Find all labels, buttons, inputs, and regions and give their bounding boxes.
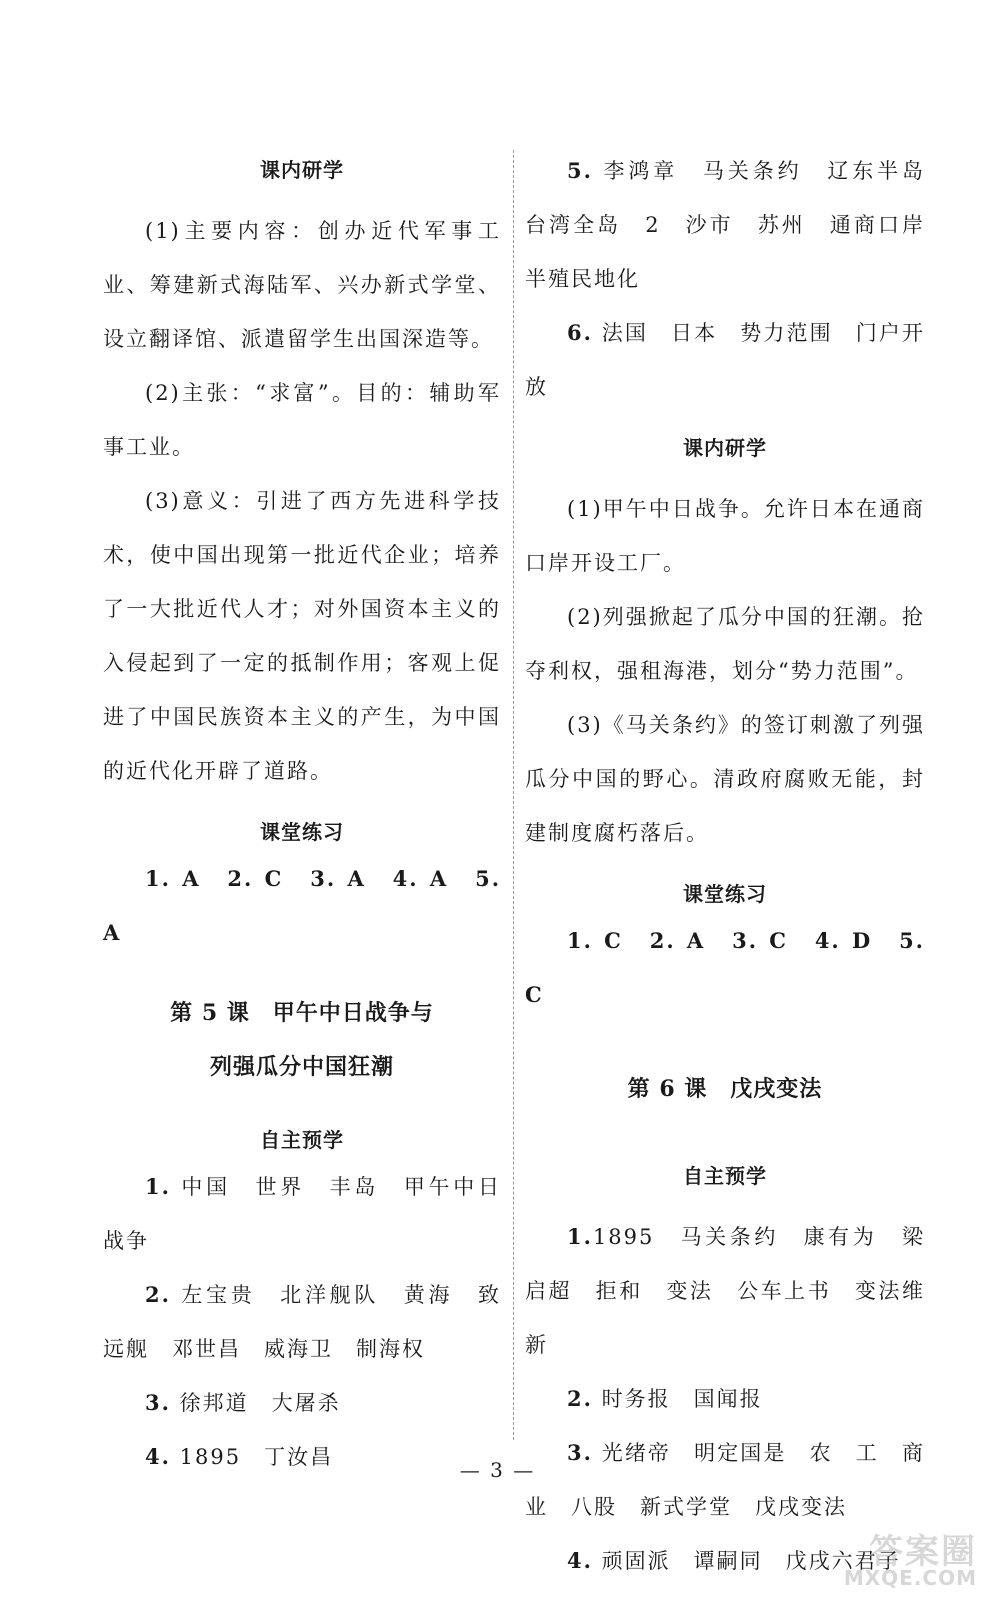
item-text: 法国 日本 势力范围 门户开放 [525, 321, 925, 399]
section-heading: 自主预学 [260, 1128, 344, 1152]
item-number: 1. [567, 1224, 593, 1249]
section-heading: 课内研学 [683, 436, 767, 460]
answer-item [525, 306, 925, 414]
item-text: 《马关条约》的签订刺激了列强瓜分中国的野心。清政府腐败无能，封建制度腐朽落后。 [525, 713, 925, 845]
item-text: 徐邦道 大屠杀 [179, 1391, 341, 1415]
watermark-url: MXQE.COM [843, 1566, 977, 1590]
watermark-logo-text: 答案圈 [869, 1532, 977, 1572]
item-text: 左宝贵 北洋舰队 黄海 致远舰 邓世昌 威海卫 制海权 [103, 1283, 501, 1361]
item-number: 3. [145, 1390, 171, 1415]
item-number: 3. [567, 1440, 593, 1465]
item-number: (1) [567, 497, 603, 521]
left-column [103, 150, 501, 1484]
answer-item [525, 1372, 925, 1426]
section-heading: 课内研学 [260, 158, 344, 182]
answer-paragraph [525, 590, 925, 698]
answer-key: 1. A 2. C 3. A 4. A 5. A [103, 866, 501, 945]
item-text: 列强掀起了瓜分中国的狂潮。抢夺利权，强租海港，划分“势力范围”。 [525, 605, 925, 683]
item-number: (3) [145, 489, 181, 513]
item-number: 6. [567, 320, 593, 345]
item-text: 意义：引进了西方先进科学技术，使中国出现第一批近代企业；培养了一大批近代人才；对外国资本主义的入侵起到了一定的抵制作用；客观上促进了中国民族资本主义的产生，为中国的近代化开辟了道路。 [103, 489, 501, 783]
watermark-logo [837, 1524, 977, 1590]
item-number: (3) [567, 713, 603, 737]
item-text: 1895 马关条约 康有为 梁启超 拒和 变法 公车上书 变法维新 [525, 1225, 925, 1357]
section-heading: 课堂练习 [683, 882, 767, 906]
answer-item [103, 1160, 501, 1268]
answer-item [525, 144, 948, 306]
lesson-title: 列强瓜分中国狂潮 [209, 1054, 394, 1080]
right-column [525, 150, 948, 1588]
lesson-title: 第 6 课 戊戌变法 [627, 1076, 823, 1102]
item-text: 中国 世界 丰岛 甲午中日战争 [103, 1175, 501, 1253]
item-number: 2. [567, 1386, 593, 1411]
page-number: — 3 — [459, 1458, 536, 1482]
item-text: 李鸿章 马关条约 辽东半岛 台湾全岛 2 沙市 苏州 通商口岸 半殖民地化 [525, 159, 948, 291]
item-number: 4. [567, 1548, 593, 1573]
item-text: 1895 丁汝昌 [179, 1445, 334, 1469]
item-number: (1) [145, 219, 181, 243]
column-divider [513, 150, 514, 1440]
item-number: 1. [145, 1174, 171, 1199]
answer-paragraph [103, 366, 501, 474]
item-number: 2. [145, 1282, 171, 1307]
item-number: 5. [567, 158, 593, 183]
item-number: (2) [567, 605, 603, 629]
item-text: 光绪帝 明定国是 农 工 商业 八股 新式学堂 戊戌变法 [525, 1441, 925, 1519]
item-number: (2) [145, 381, 181, 405]
answer-paragraph [103, 204, 501, 366]
answer-item [525, 1210, 925, 1372]
section-heading: 课堂练习 [260, 820, 344, 844]
item-text: 主要内容：创办近代军事工业、筹建新式海陆军、兴办新式学堂、设立翻译馆、派遣留学生出国深造等。 [103, 219, 501, 351]
answer-paragraph [525, 482, 925, 590]
answer-item [103, 1376, 501, 1430]
item-number: 4. [145, 1444, 171, 1469]
item-text: 时务报 国闻报 [601, 1387, 763, 1411]
item-text: 甲午中日战争。允许日本在通商口岸开设工厂。 [525, 497, 925, 575]
section-heading: 自主预学 [683, 1164, 767, 1188]
answer-key: 1. C 2. A 3. C 4. D 5. C [525, 928, 925, 1007]
item-text: 顽固派 谭嗣同 戊戌六君子 [601, 1549, 901, 1573]
lesson-title: 第 5 课 甲午中日战争与 [170, 1000, 434, 1026]
item-text: 主张：“求富”。目的：辅助军事工业。 [103, 381, 501, 459]
answer-item [103, 1268, 501, 1376]
answer-paragraph [103, 474, 501, 798]
answer-paragraph [525, 698, 925, 860]
